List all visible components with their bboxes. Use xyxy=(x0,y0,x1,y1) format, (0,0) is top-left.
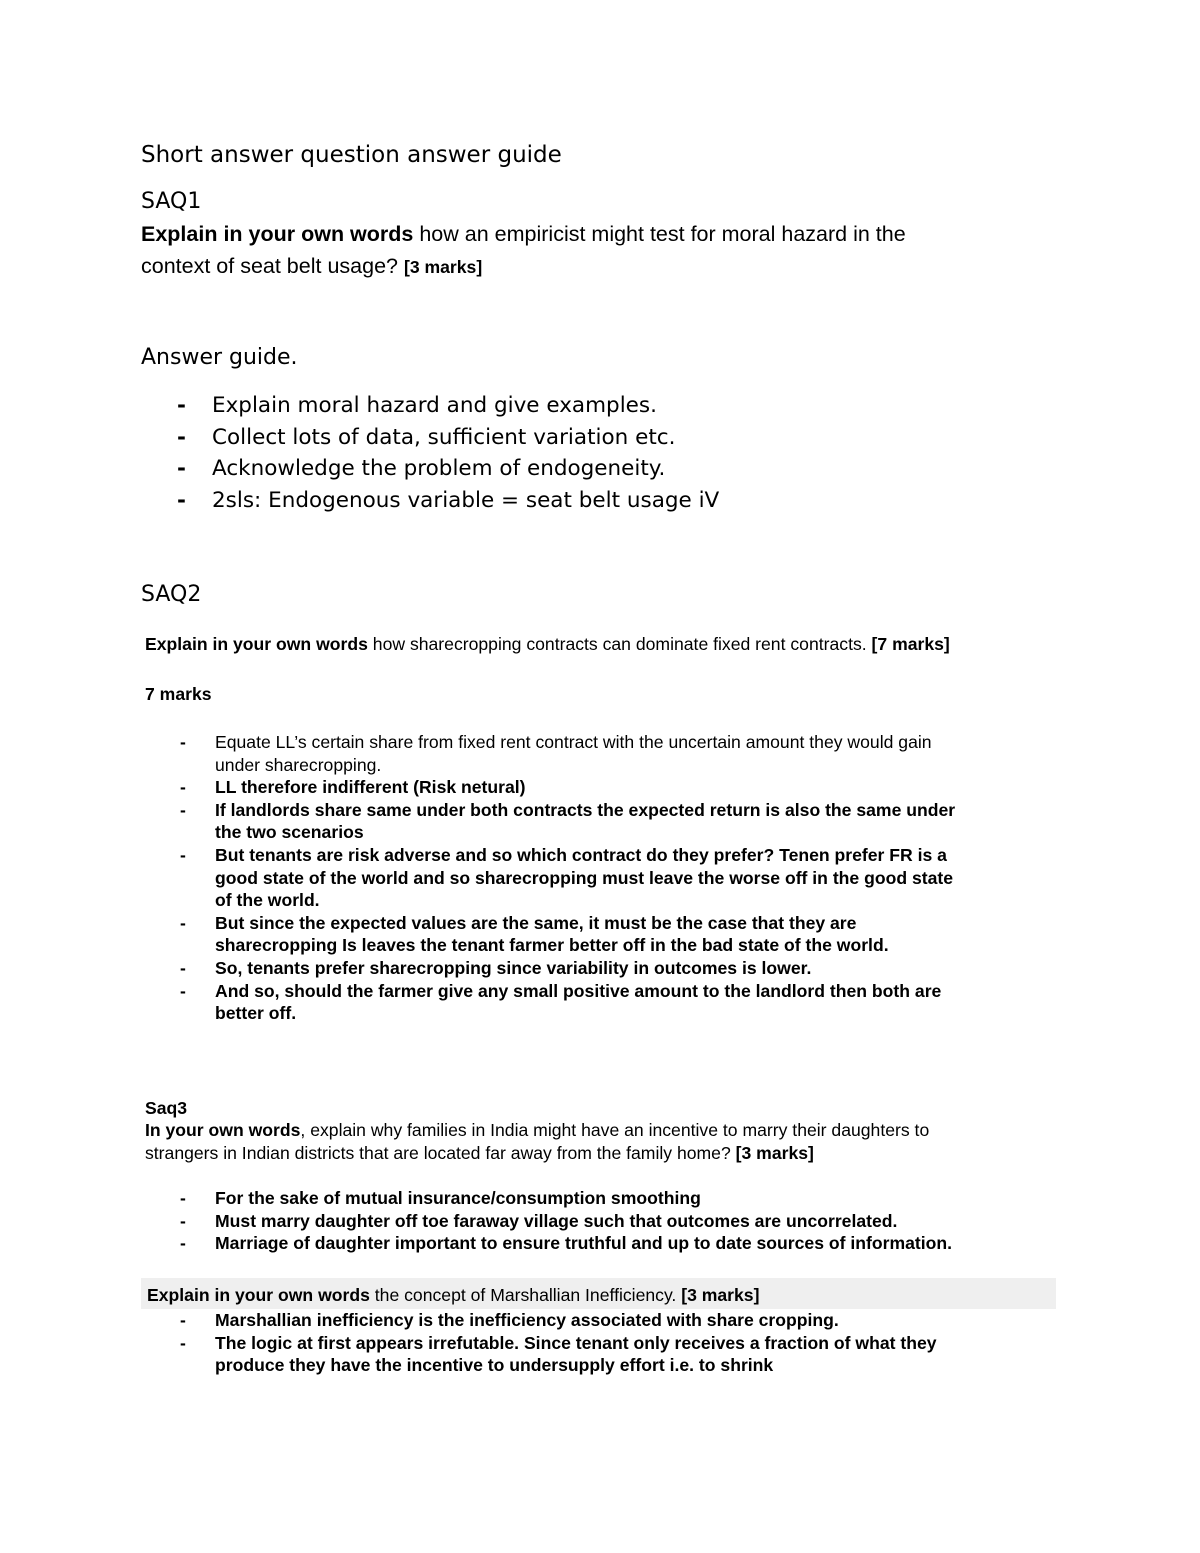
saq2-marks: [7 marks] xyxy=(871,634,950,654)
saq3-question-line1 xyxy=(145,1119,929,1142)
dash-marker: - xyxy=(180,777,186,798)
dash-marker: - xyxy=(177,456,186,481)
list-item: - Must marry daughter off toe faraway village such that outcomes are uncorrelated. xyxy=(180,1210,898,1231)
list-item: - Equate LL’s certain share from fixed rent contract with the uncertain amount they would gain under sharecropping. xyxy=(180,732,932,775)
list-item: - LL therefore indifferent (Risk netural) xyxy=(180,777,526,798)
saq4-question xyxy=(147,1284,759,1307)
dash-marker: - xyxy=(180,1188,186,1208)
list-item: - Marriage of daughter important to ensure truthful and up to date sources of information. xyxy=(180,1233,953,1254)
saq1-question-line2-text: context of seat belt usage? xyxy=(141,254,404,278)
list-item: - For the sake of mutual insurance/consumption smoothing xyxy=(180,1188,701,1208)
dash-marker: - xyxy=(177,393,186,418)
list-item: - 2sls: Endogenous variable = seat belt usage iV xyxy=(212,485,719,517)
dash-marker: - xyxy=(180,980,186,1001)
saq1-bullet-list xyxy=(177,390,720,516)
dash-marker: - xyxy=(180,799,186,820)
dash-marker: - xyxy=(180,1233,186,1254)
saq3-bullet-list xyxy=(180,1187,953,1255)
saq1-question-line1 xyxy=(141,218,906,250)
saq2-marks-heading: 7 marks xyxy=(145,684,212,704)
list-item: - If landlords share same under both contracts the expected return is also the same under the two scenarios xyxy=(180,799,956,843)
saq4-question-rest: the concept of Marshallian Inefficiency. xyxy=(369,1285,682,1305)
dash-marker: - xyxy=(180,1332,186,1353)
saq2-label: SAQ2 xyxy=(141,582,202,607)
document-title: Short answer question answer guide xyxy=(141,142,562,168)
saq3-question-line2-text: strangers in Indian districts that are located far away from the family home? xyxy=(145,1143,736,1163)
saq4-question-bold: Explain in your own words xyxy=(147,1285,370,1305)
dash-marker: - xyxy=(180,1210,186,1231)
dash-marker: - xyxy=(177,487,186,513)
saq3-question-line2 xyxy=(145,1142,814,1165)
dash-marker: - xyxy=(177,424,186,450)
saq2-question xyxy=(145,633,950,656)
dash-marker: - xyxy=(180,1310,186,1330)
dash-marker: - xyxy=(180,844,186,865)
saq1-answer-heading: Answer guide. xyxy=(141,345,298,370)
list-item: - Marshallian inefficiency is the inefficiency associated with share cropping. xyxy=(180,1310,839,1330)
dash-marker: - xyxy=(180,957,186,978)
list-item: - Collect lots of data, sufficient variation etc. xyxy=(212,422,719,454)
saq4-marks: [3 marks] xyxy=(681,1285,760,1305)
saq3-label: Saq3 xyxy=(145,1098,188,1118)
list-item: - Explain moral hazard and give examples. xyxy=(212,390,719,422)
list-item: - Acknowledge the problem of endogeneity. xyxy=(212,453,719,485)
saq4-bullet-list xyxy=(180,1309,937,1377)
dash-marker: - xyxy=(180,912,186,933)
dash-marker: - xyxy=(180,732,186,752)
saq2-bullet-list xyxy=(180,731,956,1025)
saq3-question-rest: , explain why families in India might have an incentive to marry their daughters to xyxy=(300,1120,930,1140)
saq1-question-bold: Explain in your own words xyxy=(141,222,414,246)
saq1-label: SAQ1 xyxy=(141,189,202,214)
list-item: - So, tenants prefer sharecropping since variability in outcomes is lower. xyxy=(180,957,812,978)
saq3-question-bold: In your own words xyxy=(145,1120,301,1140)
list-item: - The logic at first appears irrefutable. Since tenant only receives a fraction of what they produce they have the incentive to undersupply effort i.e. to shrink xyxy=(180,1332,937,1376)
saq3-marks: [3 marks] xyxy=(735,1143,814,1163)
saq1-question-rest: how an empiricist might test for moral hazard in the xyxy=(413,222,906,246)
saq1-marks: [3 marks] xyxy=(403,257,483,277)
list-item: - But tenants are risk adverse and so which contract do they prefer? Tenen prefer FR is a good state of the world and so sharecropping must leave the worse off in the good state of the world. xyxy=(180,844,954,911)
saq2-question-rest: how sharecropping contracts can dominate fixed rent contracts. xyxy=(367,634,872,654)
list-item: - And so, should the farmer give any small positive amount to the landlord then both are better off. xyxy=(180,980,942,1024)
saq2-question-bold: Explain in your own words xyxy=(145,634,368,654)
list-item: - But since the expected values are the same, it must be the case that they are sharecropping Is leaves the tenant farmer better off in the bad state of the world. xyxy=(180,912,889,956)
saq1-question-line2 xyxy=(141,250,482,283)
